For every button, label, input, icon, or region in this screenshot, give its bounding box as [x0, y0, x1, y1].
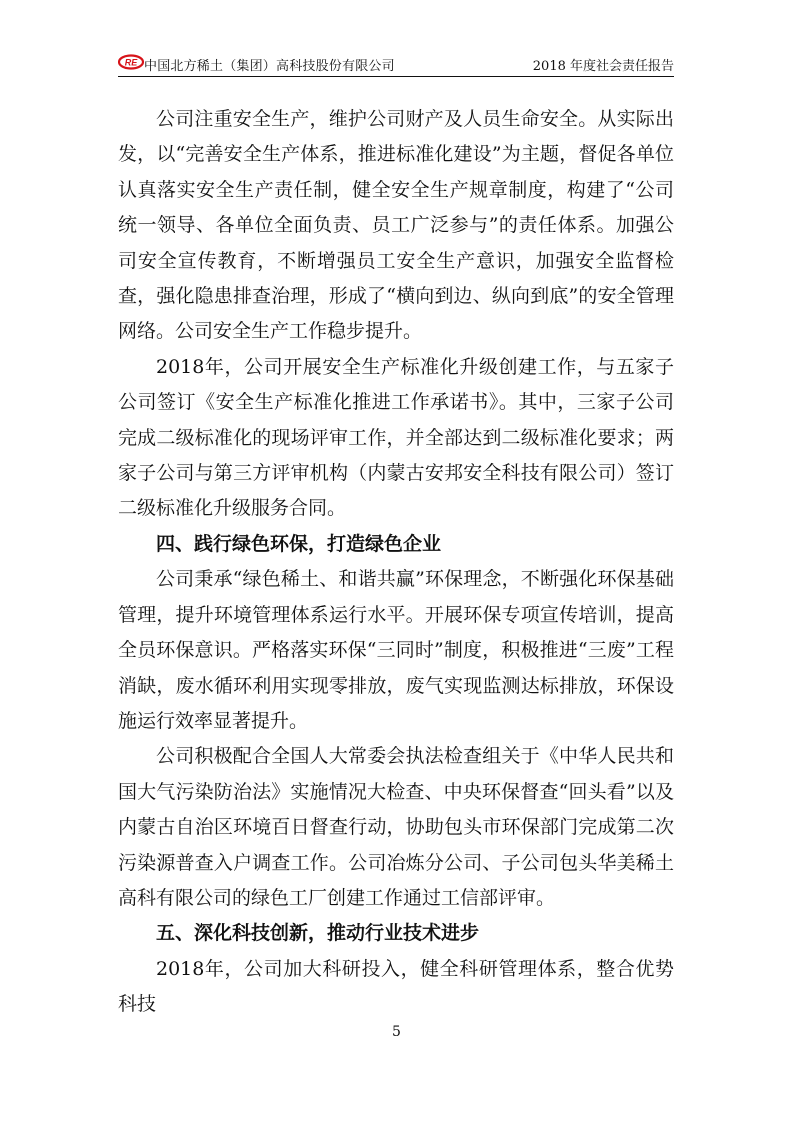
section-heading-innovation: 五、深化科技创新，推动行业技术进步	[156, 922, 480, 945]
paragraph-environment-inspection: 公司积极配合全国人大常委会执法检查组关于《中华人民共和国大气污染防治法》实施情况大检查、中央环保督查“回头看”以及内蒙古自治区环境百日督查行动，协助包头市环保部门完成第二次污染源普查入户调查工作。公司冶炼分公司、子公司包头华美稀土高科有限公司的绿色工厂创建工作通过工信部评审。	[118, 745, 674, 909]
company-name: 中国北方稀土（集团）高科技股份有限公司	[144, 59, 395, 74]
section-heading-green: 四、践行绿色环保，打造绿色企业	[156, 532, 442, 555]
paragraph-safety-standardization: 2018年，公司开展安全生产标准化升级创建工作，与五家子公司签订《安全生产标准化推进工作承诺书》。其中，三家子公司完成二级标准化的现场评审工作，并全部达到二级标准化要求；两家子公司与第三方评审机构（内蒙古安邦安全科技有限公司）签订二级标准化升级服务合同。	[118, 355, 674, 520]
page-header	[118, 52, 674, 76]
document-body	[118, 102, 674, 1023]
paragraph-environment-philosophy: 公司秉承“绿色稀土、和谐共赢”环保理念，不断强化环保基础管理，提升环境管理体系运行水平。开展环保专项宣传培训，提高全员环保意识。严格落实环保“三同时”制度，积极推进“三废”工程消缺，废水循环利用实现零排放，废气实现监测达标排放，环保设施运行效率显著提升。	[118, 568, 674, 732]
report-title: 2018 年度社会责任报告	[532, 59, 674, 74]
svg-text:RE: RE	[124, 57, 138, 68]
header-divider	[118, 76, 674, 77]
page-number: 5	[392, 1024, 401, 1040]
company-logo-icon	[118, 54, 144, 70]
paragraph-research-investment: 2018年，公司加大科研投入，健全科研管理体系，整合优势科技	[118, 957, 674, 1016]
paragraph-safety-management: 公司注重安全生产，维护公司财产及人员生命安全。从实际出发，以“完善安全生产体系，推进标准化建设”为主题，督促各单位认真落实安全生产责任制，健全安全生产规章制度，构建了“公司统一领导、各单位全面负责、员工广泛参与”的责任体系。加强公司安全宣传教育，不断增强员工安全生产意识，加强安全监督检查，强化隐患排查治理，形成了“横向到边、纵向到底”的安全管理网络。公司安全生产工作稳步提升。	[118, 108, 674, 343]
